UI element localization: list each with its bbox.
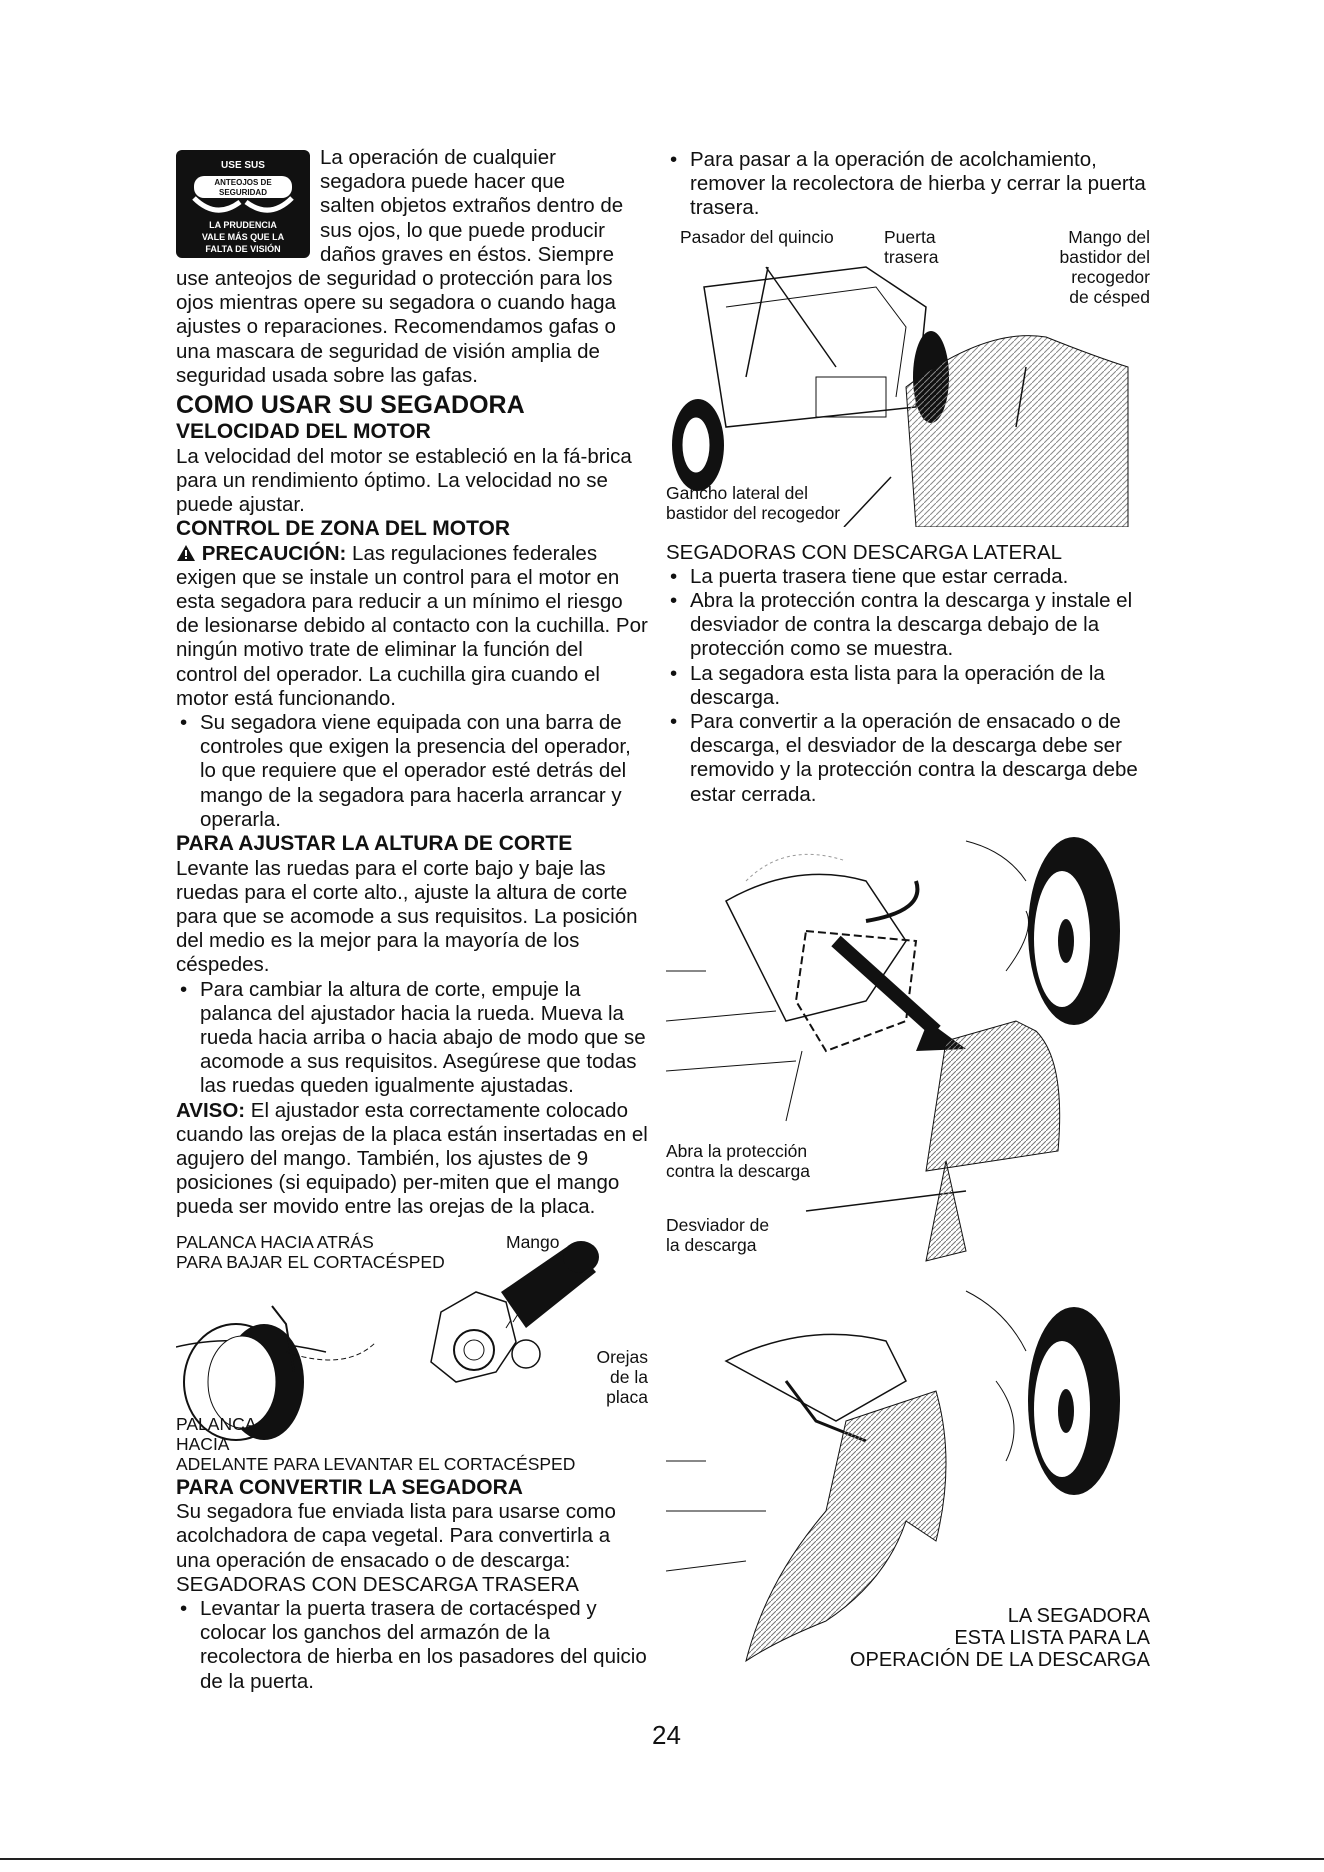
badge-line-5: VALE MÁS QUE LA xyxy=(201,232,285,242)
orejas-label: Orejas de la placa xyxy=(596,1346,648,1407)
heading-convertir: PARA CONVERTIR LA SEGADORA xyxy=(176,1475,523,1499)
warning-icon xyxy=(176,544,196,562)
convertir-text: Su segadora fue enviada lista para usarse como acolchadora de capa vegetal. Para convertirla a una operación de ensacado o de descarga: xyxy=(176,1500,616,1572)
badge-line-1: USE SUS xyxy=(221,160,265,171)
mango-label: Mango xyxy=(506,1231,560,1252)
precaucion-paragraph xyxy=(176,542,648,711)
aviso-label: AVISO: xyxy=(176,1098,246,1122)
safety-glasses-badge xyxy=(176,150,310,258)
badge-line-4: LA PRUDENCIA xyxy=(209,220,277,230)
intro-line-2: segadora puede hacer que xyxy=(320,170,566,194)
heading-como-usar: COMO USAR SU SEGADORA xyxy=(176,391,525,420)
sub-lateral: SEGADORAS CON DESCARGA LATERAL xyxy=(666,540,1063,564)
mango-bastidor-label: Mango del bastidor del recogedor de césped xyxy=(1059,226,1150,307)
palanca-adelante-label: PALANCA HACIA ADELANTE PARA LEVANTAR EL CORTACÉSPED xyxy=(176,1413,576,1474)
heading-velocidad: VELOCIDAD DEL MOTOR xyxy=(176,420,431,444)
aviso-paragraph xyxy=(176,1099,648,1220)
pasador-label: Pasador del quincio xyxy=(680,226,834,247)
acolchamiento-bullet: • Para pasar a la operación de acolchamiento, remover la recolectora de hierba y cerrar la puerta trasera. xyxy=(666,148,1150,221)
left-column xyxy=(176,146,648,1694)
lateral-bullet-1: • La puerta trasera tiene que estar cerrada. xyxy=(666,565,1150,589)
intro-line-1: La operación de cualquier xyxy=(320,146,556,169)
desviador-label: Desviador de la descarga xyxy=(666,1214,770,1255)
lateral-bullet-3: • La segadora esta lista para la operación de la descarga. xyxy=(666,662,1150,710)
precaucion-text: Las regulaciones federales exigen que se instale un control para el motor en esta segadora para reducir a un mínimo el riesgo de lesionarse debido al contacto con la cuchilla. Por ningún motivo trate de eliminar la función del control del operador. La cuchilla gira cuando el motor está funcionando. xyxy=(176,541,648,710)
heading-altura: PARA AJUSTAR LA ALTURA DE CORTE xyxy=(176,832,573,856)
bottom-rule xyxy=(0,1858,1324,1860)
height-adjust-figure xyxy=(176,1232,648,1472)
control-bullet: • Su segadora viene equipada con una barra de controles que exigen la presencia del operador, lo que requiere que el operador esté detrás del mango de la segadora para hacerla arrancar y operarla. xyxy=(176,711,648,832)
trasera-bullet: • Levantar la puerta trasera de cortacésped y colocar los ganchos del armazón de la recolectora de hierba en los pasadores del quicio de la puerta. xyxy=(176,1597,648,1694)
intro-line-3: salten objetos extraños dentro de xyxy=(320,194,624,218)
sub-trasera: SEGADORAS CON DESCARGA TRASERA xyxy=(176,1572,579,1596)
velocidad-text: La velocidad del motor se estableció en la fá-brica para un rendimiento óptimo. La velocidad no se puede ajustar. xyxy=(176,444,632,516)
precaucion-label: PRECAUCIÓN: xyxy=(201,541,347,565)
badge-line-6: FALTA DE VISIÓN xyxy=(205,244,281,254)
intro-line-4: sus ojos, lo que puede producir xyxy=(320,218,605,242)
altura-text: Levante las ruedas para el corte bajo y baje las ruedas para el corte alto., ajuste la altura de corte para que se acomode a sus requisitos. La posición del medio es la mejor para la mayoría de los céspedes. xyxy=(176,856,638,977)
page-number: 24 xyxy=(652,1720,681,1750)
palanca-atras-label: PALANCA HACIA ATRÁS PARA BAJAR EL CORTACÉSPED xyxy=(176,1231,445,1272)
lateral-bullet-2: • Abra la protección contra la descarga y instale el desviador de contra la descarga debajo de la protección como se muestra. xyxy=(666,589,1150,662)
right-column xyxy=(666,148,1150,1681)
badge-line-3: SEGURIDAD xyxy=(218,188,268,197)
altura-bullet: • Para cambiar la altura de corte, empuje la palanca del ajustador hacia la rueda. Mueva la rueda hacia arriba o hacia abajo de modo que se acomode a sus requisitos. Asegúrese que todas las ruedas queden igualmente ajustadas. xyxy=(176,978,648,1099)
heading-control: CONTROL DE ZONA DEL MOTOR xyxy=(176,517,511,541)
side-discharge-figure xyxy=(666,821,1150,1681)
grass-catcher-figure xyxy=(666,227,1150,527)
badge-line-2: ANTEOJOS DE xyxy=(214,178,272,187)
abra-label: Abra la protección contra la descarga xyxy=(666,1140,810,1181)
lista-label: LA SEGADORA ESTA LISTA PARA LA OPERACIÓN DE LA DESCARGA xyxy=(849,1604,1150,1671)
intro-rest: use anteojos de seguridad o protección para los ojos mientras opere su segadora o cuando haga ajustes o reparaciones. Recomendamos gafas o una mascara de seguridad de visión amplia de seguridad usada sobre las gafas. xyxy=(176,267,616,387)
intro-line-5: daños graves en éstos. Siempre xyxy=(320,242,614,266)
gancho-label: Gancho lateral del bastidor del recogedor xyxy=(666,482,841,523)
puerta-label: Puerta trasera xyxy=(884,226,939,267)
aviso-text: El ajustador esta correctamente colocado cuando las orejas de la placa están insertadas en el agujero del mango. También, los ajustes de 9 posiciones (si equipado) per-miten que el mango pueda ser movido entre las orejas de la placa. xyxy=(176,1098,648,1219)
lateral-bullet-4: • Para convertir a la operación de ensacado o de descarga, el desviador de la descarga debe ser removido y la protección contra la descarga debe estar cerrada. xyxy=(666,710,1150,807)
